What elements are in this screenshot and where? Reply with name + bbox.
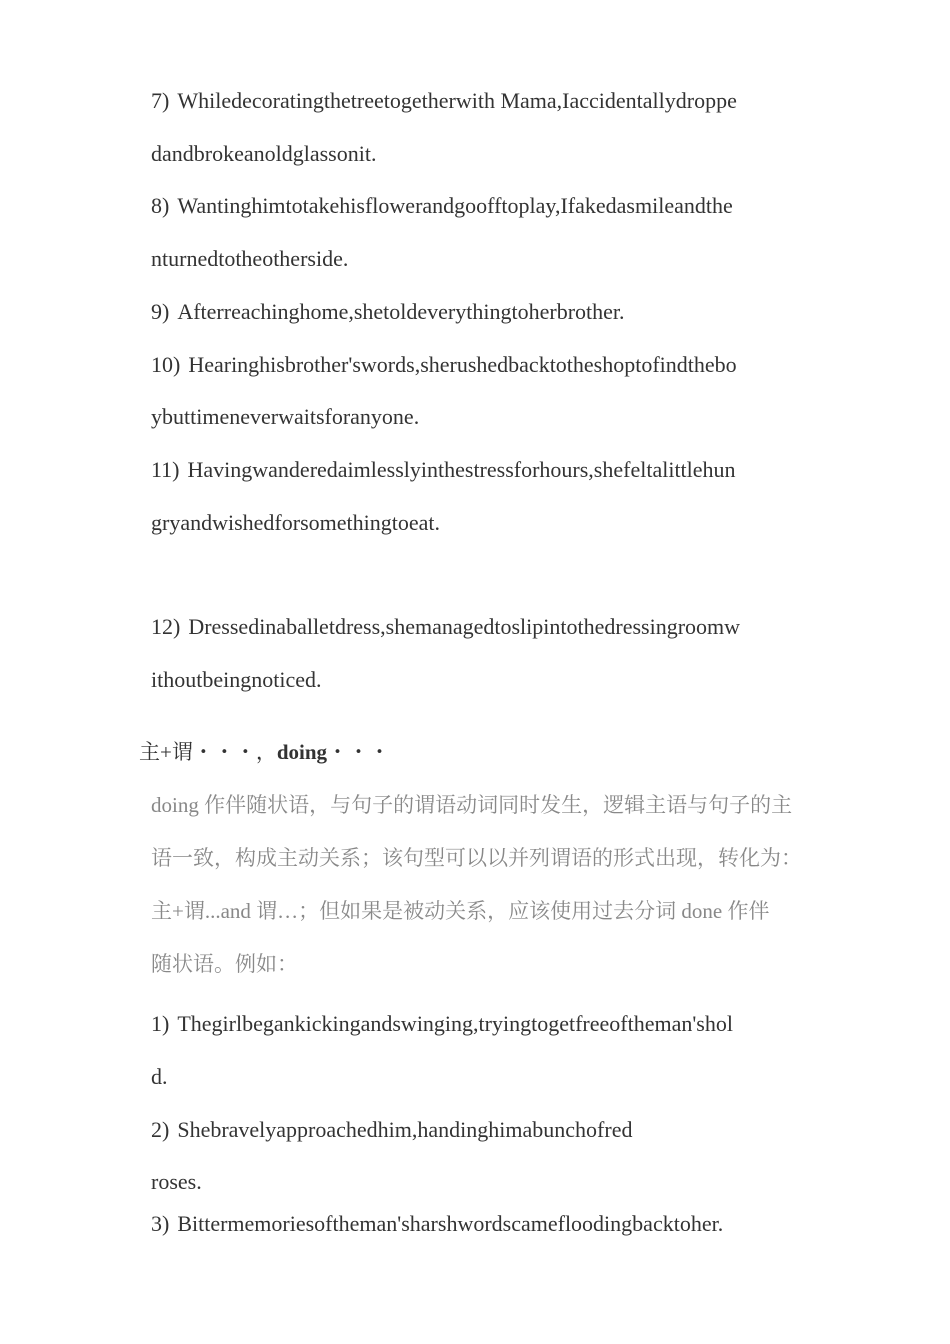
note-line: 随状语。例如： [151,952,298,976]
sentence-continuation: ithoutbeingnoticed. [151,667,322,692]
sentence-continuation: d. [151,1064,168,1089]
sentence-line [151,350,737,380]
sentence-number: 8) [151,193,170,218]
sentence-text: Dressedinaballetdress,shemanagedtoslipintothedressingroomw [188,614,741,639]
sentence-text: Hearinghisbrother'swords,sherushedbacktotheshoptofindthebo [188,352,737,377]
sentence-line [151,1009,733,1039]
sentence-continuation: roses. [151,1169,202,1194]
sentence-line [151,1209,723,1239]
sentence-continuation: gryandwishedforsomethingtoeat. [151,510,440,535]
note-line: doing 作伴随状语，与句子的谓语动词同时发生，逻辑主语与句子的主 [151,793,793,817]
sentence-text: Afterreachinghome,shetoldeverythingtoherbrother. [177,299,625,324]
sentence-number: 11) [151,457,180,482]
sentence-number: 12) [151,614,181,639]
sentence-number: 1) [151,1011,170,1036]
note-line: 语一致，构成主动关系；该句型可以以并列谓语的形式出现，转化为： [151,846,802,870]
sentence-line [151,455,736,485]
sentence-number: 2) [151,1117,170,1142]
sentence-text: Thegirlbegankickingandswinging,tryingtogetfreeoftheman'shol [177,1011,733,1036]
sentence-number: 9) [151,299,170,324]
sentence-text: Wantinghimtotakehisflowerandgoofftoplay,Ifakedasmileandthe [177,193,733,218]
sentence-line [151,191,733,221]
heading-prefix: 主+谓・・・， [139,740,277,764]
sentence-line [151,1115,632,1145]
sentence-line [151,86,737,116]
sentence-number: 7) [151,88,170,113]
note-line: 主+谓...and 谓…；但如果是被动关系，应该使用过去分词 done 作伴 [151,899,770,923]
sentence-text: Whiledecoratingthetreetogetherwith Mama,Iaccidentallydroppe [177,88,737,113]
sentence-text: Havingwanderedaimlesslyinthestressforhours,shefeltalittlehun [187,457,736,482]
heading-bold: doing [276,740,328,764]
section-heading [139,737,390,767]
sentence-line [151,612,740,642]
sentence-number: 3) [151,1211,170,1236]
heading-suffix: ・・・ [327,740,391,764]
sentence-number: 10) [151,352,181,377]
sentence-text: Shebravelyapproachedhim,handinghimabunchofred [177,1117,633,1142]
sentence-text: Bittermemoriesoftheman'sharshwordscamefloodingbacktoher. [177,1211,724,1236]
sentence-line [151,297,625,327]
sentence-continuation: nturnedtotheotherside. [151,246,349,271]
sentence-continuation: ybuttimeneverwaitsforanyone. [151,404,420,429]
sentence-continuation: dandbrokeanoldglassonit. [151,141,377,166]
